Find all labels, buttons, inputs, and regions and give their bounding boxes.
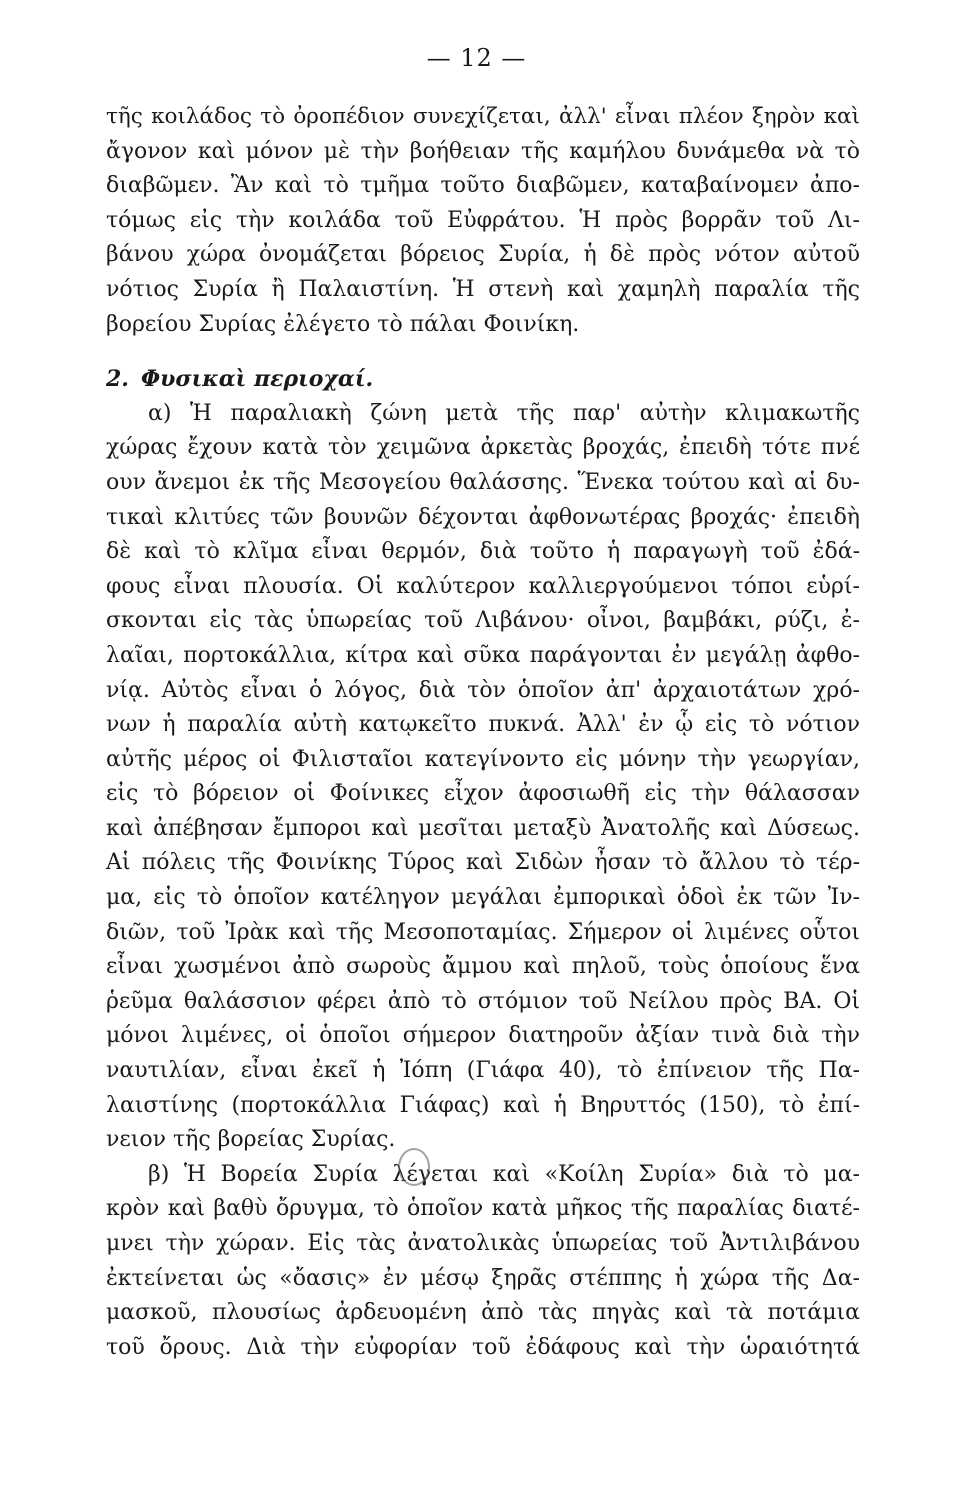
text-line: τοῦ ὄρους. Διὰ τὴν εὐφορίαν τοῦ ἐδάφους καὶ τὴν ὡραιότητά: [106, 1334, 860, 1360]
text-line: αὐτῆς μέρος οἱ Φιλισταῖοι κατεγίνοντο εἰς μόνην τὴν γεωργίαν,: [106, 746, 860, 772]
paragraph-1: [106, 100, 860, 342]
text-line: βορείου Συρίας ἐλέγετο τὸ πάλαι Φοινίκη.: [106, 311, 580, 337]
text-line: σκονται εἰς τὰς ὑπωρείας τοῦ Λιβάνου· οἶνοι, βαμβάκι, ρύζι, ἐ-: [106, 608, 860, 634]
text-line: κρὸν καὶ βαθὺ ὄρυγμα, τὸ ὁποῖον κατὰ μῆκος τῆς παραλίας διατέ-: [106, 1196, 860, 1222]
text-line: εἰς τὸ βόρειον οἱ Φοίνικες εἶχον ἀφοσιωθῆ εἰς τὴν θάλασσαν: [106, 781, 860, 807]
text-line: νίᾳ. Αὐτὸς εἶναι ὁ λόγος, διὰ τὸν ὁποῖον ἀπ' ἀρχαιοτάτων χρό-: [106, 677, 860, 703]
body-text: [106, 100, 860, 1365]
text-line: β) Ἡ Βορεία Συρία λέγεται καὶ «Κοίλη Συρία» διὰ τὸ μα-: [148, 1161, 860, 1187]
text-line: α) Ἡ παραλιακὴ ζώνη μετὰ τῆς παρ' αὐτὴν κλιμακωτῆς: [148, 400, 860, 426]
paragraph-2: [106, 397, 860, 1158]
text-line: μόνοι λιμένες, οἱ ὁποῖοι σήμερον διατηροῦν ἀξίαν τινὰ διὰ τὴν: [106, 1023, 860, 1049]
text-line: μασκοῦ, πλουσίως ἀρδευομένη ἀπὸ τὰς πηγὰς καὶ τὰ ποτάμια: [106, 1300, 860, 1326]
ink-stamp-mark: [398, 1148, 430, 1186]
paragraph-3: [106, 1158, 860, 1366]
text-line: ουν ἄνεμοι ἐκ τῆς Μεσογείου θαλάσσης. Ἕνεκα τούτου καὶ αἱ δυ-: [106, 469, 860, 495]
text-line: τόμως εἰς τὴν κοιλάδα τοῦ Εὐφράτου. Ἡ πρὸς βορρᾶν τοῦ Λι-: [106, 207, 860, 233]
text-line: χώρας ἔχουν κατὰ τὸν χειμῶνα ἀρκετὰς βροχάς, ἐπειδὴ τότε πνέ: [106, 435, 860, 461]
text-line: νειον τῆς βορείας Συρίας.: [106, 1127, 396, 1153]
text-line: ῥεῦμα θαλάσσιον φέρει ἀπὸ τὸ στόμιον τοῦ Νείλου πρὸς ΒΑ. Οἱ: [106, 988, 860, 1014]
section-heading: [106, 362, 860, 397]
text-line: τῆς κοιλάδος τὸ ὀροπέδιον συνεχίζεται, ἀλλ' εἶναι πλέον ξηρὸν καὶ: [106, 104, 860, 129]
text-line: βάνου χώρα ὀνομάζεται βόρειος Συρία, ἡ δὲ πρὸς νότον αὐτοῦ: [106, 242, 860, 268]
text-line: μα, εἰς τὸ ὁποῖον κατέληγον μεγάλαι ἐμπορικαὶ ὁδοὶ ἐκ τῶν Ἰν-: [106, 885, 860, 911]
text-line: ναυτιλίαν, εἶναι ἐκεῖ ἡ Ἰόπη (Γιάφα 40), τὸ ἐπίνειον τῆς Πα-: [106, 1058, 860, 1084]
text-line: ἄγονον καὶ μόνον μὲ τὴν βοήθειαν τῆς καμήλου δυνάμεθα νὰ τὸ: [106, 138, 860, 164]
text-line: διαβῶμεν. Ἂν καὶ τὸ τμῆμα τοῦτο διαβῶμεν, καταβαίνομεν ἀπο-: [106, 173, 860, 199]
text-line: εἶναι χωσμένοι ἀπὸ σωροὺς ἄμμου καὶ πηλοῦ, τοὺς ὁποίους ἕνα: [106, 954, 860, 980]
page-number: — 12 —: [426, 44, 527, 72]
text-line: νων ἡ παραλία αὐτὴ κατῳκεῖτο πυκνά. Ἀλλ' ἐν ᾧ εἰς τὸ νότιον: [106, 712, 860, 738]
text-line: λαιστίνης (πορτοκάλλια Γιάφας) καὶ ἡ Βηρυττός (150), τὸ ἐπί-: [106, 1092, 860, 1118]
text-line: Αἱ πόλεις τῆς Φοινίκης Τύρος καὶ Σιδὼν ἦσαν τὸ ἄλλου τὸ τέρ-: [106, 850, 860, 876]
text-line: λαῖαι, πορτοκάλλια, κίτρα καὶ σῦκα παράγονται ἐν μεγάλῃ ἀφθο-: [106, 642, 860, 668]
text-line: δὲ καὶ τὸ κλῖμα εἶναι θερμόν, διὰ τοῦτο ἡ παραγωγὴ τοῦ ἐδά-: [106, 539, 860, 565]
text-line: διῶν, τοῦ Ἰρὰκ καὶ τῆς Μεσοποταμίας. Σήμερον οἱ λιμένες οὗτοι: [106, 919, 860, 945]
text-line: φους εἶναι πλουσία. Οἱ καλύτερον καλλιεργούμενοι τόποι εὑρί-: [106, 573, 860, 599]
text-line: νότιος Συρία ἢ Παλαιστίνη. Ἡ στενὴ καὶ χαμηλὴ παραλία τῆς: [106, 276, 860, 302]
text-line: μνει τὴν χώραν. Εἰς τὰς ἀνατολικὰς ὑπωρείας τοῦ Ἀντιλιβάνου: [106, 1231, 860, 1256]
text-line: τικαὶ κλιτύες τῶν βουνῶν δέχονται ἀφθονωτέρας βροχάς· ἐπειδὴ: [106, 504, 860, 530]
section-title: Φυσικαὶ περιοχαί.: [140, 366, 374, 393]
text-line: καὶ ἀπέβησαν ἔμποροι καὶ μεσῖται μεταξὺ Ἀνατολῆς καὶ Δύσεως.: [106, 815, 860, 841]
section-number: 2.: [106, 366, 129, 393]
text-line: ἐκτείνεται ὡς «ὄασις» ἐν μέσῳ ξηρᾶς στέππης ἡ χώρα τῆς Δα-: [106, 1265, 860, 1291]
